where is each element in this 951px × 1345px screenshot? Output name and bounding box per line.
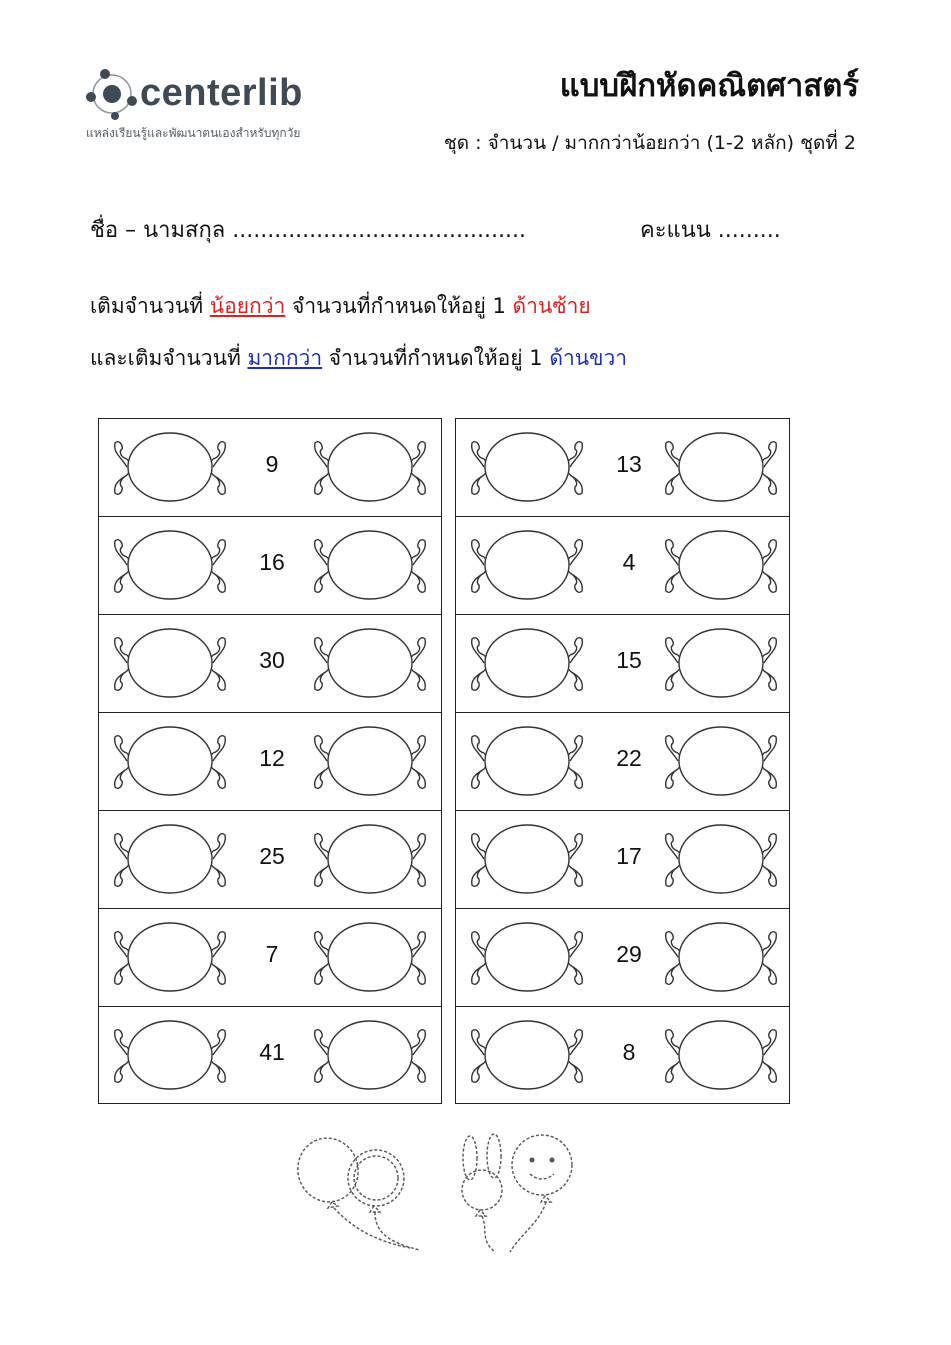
exercise-row: [99, 713, 441, 811]
candy-icon[interactable]: [311, 721, 429, 801]
candy-icon[interactable]: [311, 917, 429, 997]
candy-icon[interactable]: [311, 819, 429, 899]
given-number: 12: [259, 745, 285, 771]
candy-icon[interactable]: [662, 1015, 780, 1095]
candy-icon[interactable]: [111, 525, 229, 605]
greater-than-keyword: มากกว่า: [247, 346, 323, 370]
given-number: 13: [616, 451, 642, 477]
given-number: 4: [622, 549, 636, 575]
candy-icon[interactable]: [662, 623, 780, 703]
instruction-text: จำนวนที่กำหนดให้อยู่ 1: [285, 294, 513, 318]
exercise-row: [456, 517, 789, 615]
given-number: 9: [265, 451, 279, 477]
name-field-label: ชื่อ – นามสกุล ..........................................: [90, 218, 526, 243]
exercise-row: [99, 615, 441, 713]
candy-icon[interactable]: [468, 1015, 586, 1095]
candy-icon[interactable]: [111, 819, 229, 899]
exercise-grid-left: [98, 418, 442, 1104]
page-title: แบบฝึกหัดคณิตศาสตร์: [559, 68, 859, 104]
exercise-row: [99, 909, 441, 1007]
candy-icon[interactable]: [662, 819, 780, 899]
candy-icon[interactable]: [311, 623, 429, 703]
candy-icon[interactable]: [468, 721, 586, 801]
exercise-row: [456, 615, 789, 713]
candy-icon[interactable]: [662, 917, 780, 997]
balloons-decoration-icon: [290, 1130, 600, 1260]
page-subtitle: ชุด : จำนวน / มากกว่าน้อยกว่า (1-2 หลัก) ชุดที่ 2: [443, 132, 856, 154]
instruction-less-than: [90, 290, 591, 323]
exercise-row: [99, 1007, 441, 1105]
score-field-label: คะแนน .........: [640, 218, 781, 243]
exercise-row: [456, 713, 789, 811]
candy-icon[interactable]: [311, 427, 429, 507]
given-number: 25: [259, 843, 285, 869]
right-side-label: ด้านขวา: [549, 346, 628, 370]
exercise-row: [99, 811, 441, 909]
candy-icon[interactable]: [111, 721, 229, 801]
candy-icon[interactable]: [111, 1015, 229, 1095]
exercise-row: [99, 517, 441, 615]
candy-icon[interactable]: [468, 623, 586, 703]
given-number: 7: [265, 941, 279, 967]
candy-icon[interactable]: [468, 525, 586, 605]
exercise-grid-right: [455, 418, 790, 1104]
given-number: 29: [616, 941, 642, 967]
logo-text: centerlib: [140, 72, 303, 114]
exercise-row: [99, 419, 441, 517]
given-number: 8: [622, 1039, 636, 1065]
given-number: 16: [259, 549, 285, 575]
instruction-greater-than: [90, 342, 627, 375]
candy-icon[interactable]: [662, 525, 780, 605]
candy-icon[interactable]: [468, 917, 586, 997]
candy-icon[interactable]: [311, 525, 429, 605]
candy-icon[interactable]: [111, 917, 229, 997]
molecule-logo-icon: [84, 66, 140, 122]
given-number: 22: [616, 745, 642, 771]
candy-icon[interactable]: [311, 1015, 429, 1095]
given-number: 17: [616, 843, 642, 869]
candy-icon[interactable]: [111, 623, 229, 703]
candy-icon[interactable]: [468, 819, 586, 899]
exercise-row: [456, 909, 789, 1007]
exercise-row: [456, 811, 789, 909]
given-number: 30: [259, 647, 285, 673]
left-side-label: ด้านซ้าย: [512, 294, 591, 318]
exercise-row: [456, 1007, 789, 1105]
candy-icon[interactable]: [662, 721, 780, 801]
logo-tagline: แหล่งเรียนรู้และพัฒนาตนเองสำหรับทุกวัย: [86, 126, 301, 140]
exercise-row: [456, 419, 789, 517]
given-number: 15: [616, 647, 642, 673]
candy-icon[interactable]: [468, 427, 586, 507]
less-than-keyword: น้อยกว่า: [209, 294, 286, 318]
instruction-text: และเติมจำนวนที่: [90, 346, 248, 370]
instruction-text: จำนวนที่กำหนดให้อยู่ 1: [322, 346, 550, 370]
candy-icon[interactable]: [662, 427, 780, 507]
instruction-text: เติมจำนวนที่: [90, 294, 210, 318]
candy-icon[interactable]: [111, 427, 229, 507]
given-number: 41: [259, 1039, 285, 1065]
